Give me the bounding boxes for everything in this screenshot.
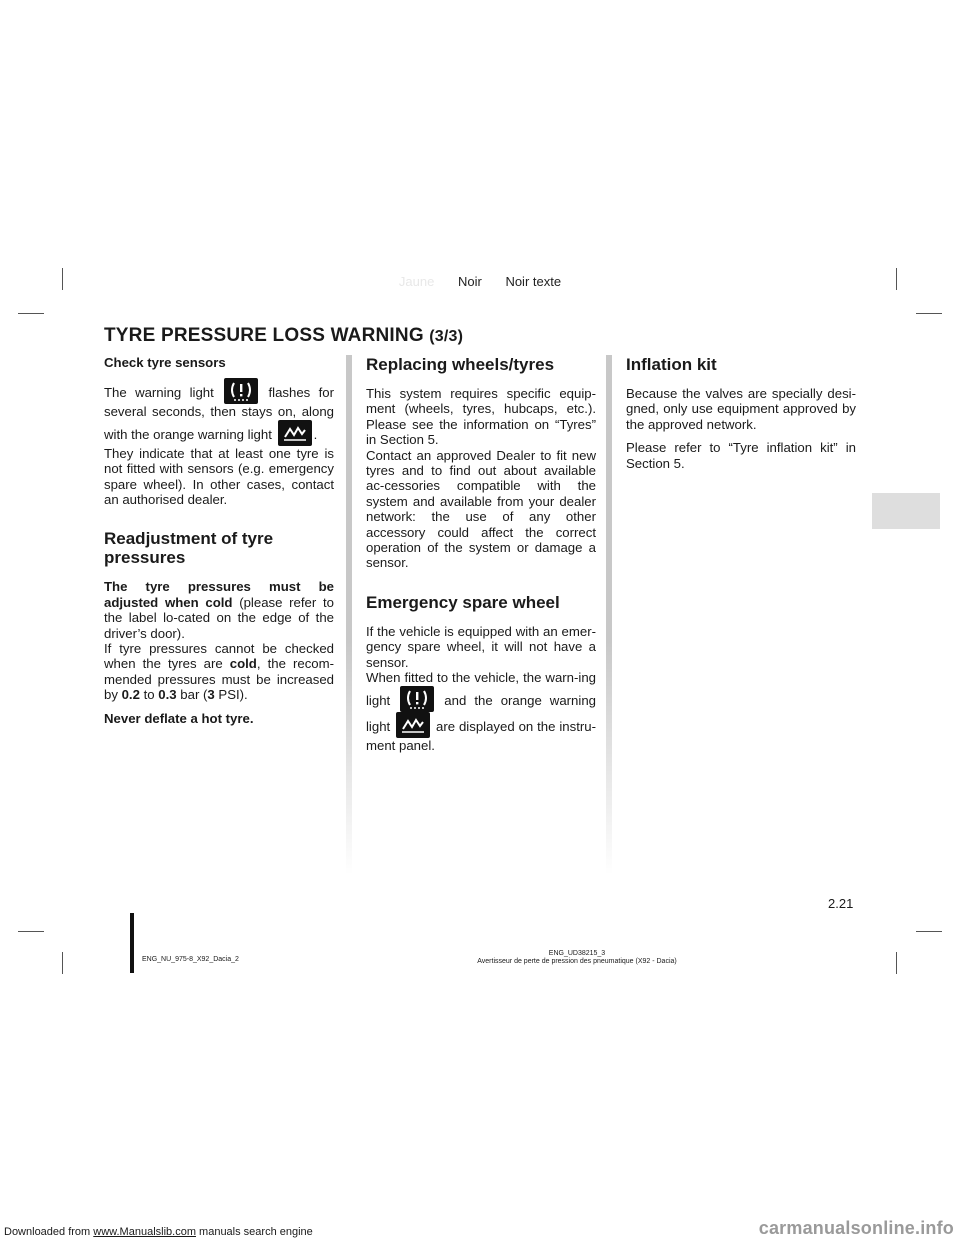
- footer-left-code: ENG_NU_975-8_X92_Dacia_2: [142, 956, 239, 963]
- footer-bar: [130, 913, 134, 973]
- banner-prefix: Downloaded from: [4, 1226, 94, 1238]
- reg-noir: Noir: [457, 274, 482, 289]
- footer-right: [440, 950, 714, 966]
- bold-text: 3: [207, 687, 215, 703]
- text: PSI).: [214, 687, 248, 703]
- bold-text: 0.2: [121, 687, 140, 703]
- crop-mark: [18, 313, 44, 314]
- text: and the orange warning light: [366, 692, 596, 734]
- inflation-kit-heading: Inflation kit: [626, 355, 717, 374]
- bold-text: cold: [229, 656, 257, 672]
- crop-mark: [896, 952, 897, 974]
- banner-suffix: manuals search engine: [195, 1226, 313, 1238]
- text: , the recom-mended pressures must be increased by: [104, 656, 335, 703]
- orange-warning-icon: [278, 420, 312, 446]
- inflation-kit-paragraph-2: Please refer to “Tyre inflation kit” in Section 5.: [626, 440, 856, 471]
- bold-text: 0.3: [158, 687, 177, 703]
- inflation-kit-paragraph-1: Because the valves are specially desi-gned, only use equipment approved by the approved network.: [626, 386, 856, 432]
- tyre-pressure-warning-icon: [400, 686, 434, 712]
- text: bar (: [176, 687, 208, 703]
- readjustment-paragraph: [104, 579, 334, 702]
- tyre-pressure-warning-icon: [224, 378, 258, 404]
- text: When fitted to the vehicle, the warn-ing light: [366, 670, 596, 708]
- crop-mark: [62, 952, 63, 974]
- reg-noir-texte: Noir texte: [505, 274, 562, 289]
- crop-mark: [916, 931, 942, 932]
- column-separator: [346, 355, 352, 875]
- column-1: [104, 355, 334, 734]
- crop-mark: [916, 313, 942, 314]
- emergency-spare-paragraph: [366, 624, 596, 753]
- check-sensors-heading: Check tyre sensors: [104, 355, 226, 370]
- text: .: [313, 426, 318, 442]
- page-number: 2.21: [828, 896, 854, 911]
- column-separator: [606, 355, 612, 875]
- emergency-spare-heading: Emergency spare wheel: [366, 592, 560, 612]
- manualslib-link[interactable]: www.Manualslib.com: [93, 1226, 196, 1238]
- text: If the vehicle is equipped with an emer-gency spare wheel, it will not have a sensor.: [366, 623, 596, 670]
- download-banner: [4, 1226, 313, 1238]
- text: to: [139, 687, 159, 703]
- text: If tyre pressures cannot be checked when the tyres are: [104, 641, 334, 672]
- text: flashes for several seconds, then stays on, along with the orange warning light: [104, 385, 334, 442]
- text: This system requires specific equip-ment (wheels, tyres, hubcaps, etc.). Please see the information on “Tyres” in Section 5.: [366, 386, 596, 448]
- text: are displayed on the instru-ment panel.: [366, 718, 597, 753]
- section-tab: [872, 493, 940, 529]
- watermark: carmanualsonline.info: [758, 1218, 954, 1238]
- text: Contact an approved Dealer to fit new tyres and to find out about available ac-cessories compatible with the system and available from your dealer network: the use of any other accessory could affect the correct operation of the system or damage a sensor.: [366, 447, 596, 571]
- text: The warning light: [104, 385, 214, 401]
- replacing-paragraph: [366, 386, 596, 571]
- readjustment-heading: Readjustment of tyre pressures: [104, 529, 274, 568]
- footer-description: Avertisseur de perte de pression des pneumatique (X92 - Dacia): [477, 958, 677, 965]
- orange-warning-icon: [396, 712, 430, 738]
- title-main: TYRE PRESSURE LOSS WARNING: [104, 325, 430, 346]
- page-title: [104, 325, 463, 347]
- never-deflate-warning: Never deflate a hot tyre.: [104, 710, 254, 726]
- crop-mark: [18, 931, 44, 932]
- registration-marks: [0, 274, 960, 289]
- replacing-wheels-heading: Replacing wheels/tyres: [366, 355, 555, 374]
- bold-text: The tyre pressures must be adjusted when cold: [104, 579, 334, 610]
- title-part: (3/3): [429, 328, 464, 345]
- text: (please refer to the label lo-cated on the edge of the driver’s door).: [104, 594, 335, 641]
- column-2: [366, 355, 596, 761]
- reg-jaune: Jaune: [398, 274, 435, 289]
- check-sensors-paragraph: [104, 378, 334, 507]
- text: They indicate that at least one tyre is not fitted with sensors (e.g. emergency spare wheel). In other cases, contact an authorised dealer.: [104, 445, 334, 508]
- column-3: [626, 355, 856, 479]
- footer-ref: ENG_UD38215_3: [548, 950, 606, 957]
